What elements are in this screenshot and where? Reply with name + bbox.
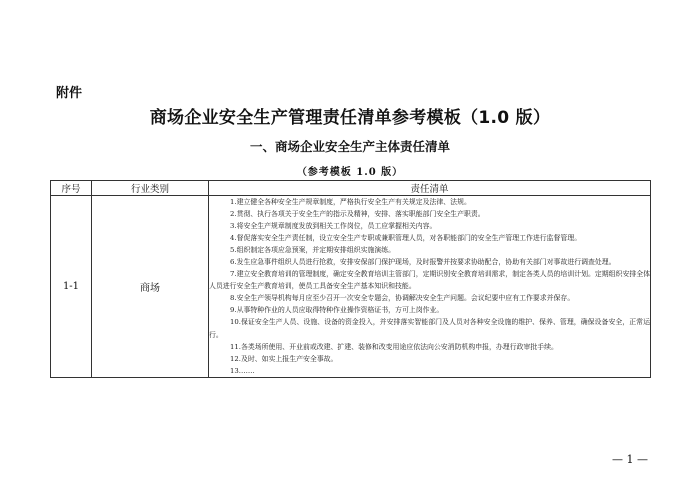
responsibility-item: 12.及时、如实上报生产安全事故。: [230, 354, 338, 363]
responsibility-items: [209, 196, 650, 377]
responsibility-item: 1.建立健全各种安全生产规章制度，严格执行安全生产有关规定及法律、法规。: [230, 198, 471, 206]
responsibility-item: 13.……: [230, 366, 255, 375]
row-industry-category: 商场: [92, 196, 209, 378]
responsibility-item: 6.发生应急事件组织人员进行抢救，安排安保部门保护现场，及时报警并按要求协助配合，协助有关部门对事故进行调查处理。: [230, 258, 616, 267]
row-serial-number: 1-1: [51, 196, 92, 378]
section-title: 一、商场企业安全生产主体责任清单: [249, 139, 450, 154]
row-responsibility-list: [209, 196, 651, 378]
responsibility-item: 8.安全生产领导机构每月应至少召开一次安全专题会，协调解决安全生产问题。会议纪要中应有工作要求并保存。: [230, 294, 575, 303]
responsibility-item: 4.督促落实安全生产责任制，设立安全生产专职或兼职管理人员，对各职能部门的安全生产管理工作进行监督管理。: [230, 234, 582, 243]
attachment-label: 附件: [56, 86, 83, 101]
page-number: — 1 —: [612, 453, 648, 466]
responsibility-item: 3.将安全生产规章制度发放到相关工作岗位，员工应掌握相关内容。: [230, 222, 437, 231]
responsibility-item: 10.保证安全生产人员、设施、设备的资金投入，并安排落实智能部门及人员对各种安全设施的维护、保养、管理，确保设备安全，正常运行。: [209, 318, 650, 339]
header-responsibility-list: 责任清单: [209, 181, 651, 196]
responsibility-item: 2.贯彻、执行各项关于安全生产的指示及精神，安排、落实职能部门安全生产职责。: [230, 210, 485, 219]
responsibility-item: 5.组织制定各项应急预案，并定期安排组织实施演练。: [230, 246, 396, 255]
table-row: [51, 196, 651, 378]
header-industry-category: 行业类别: [92, 181, 209, 196]
document-title: 商场企业安全生产管理责任清单参考模板（1.0 版）: [149, 108, 551, 128]
responsibility-item: 7.建立安全教育培训的管理制度，确定安全教育培训主管部门，定期识别安全教育培训需求，制定各类人员的培训计划。定期组织安排全体人员进行安全生产教育培训，使员工具备安全生产基本知识和技能。: [209, 270, 651, 291]
responsibility-item: 11.各类场所使用、开业前或改建、扩建、装修和改变用途应依法向公安消防机构申报，办理行政审批手续。: [230, 342, 558, 351]
responsibility-table: [50, 180, 651, 378]
header-serial-number: 序号: [51, 181, 92, 196]
responsibility-item: 9.从事特种作业的人员应取得特种作业操作资格证书，方可上岗作业。: [230, 306, 444, 315]
reference-version: （参考模板 1.0 版）: [296, 167, 404, 178]
table-header-row: [51, 181, 651, 196]
